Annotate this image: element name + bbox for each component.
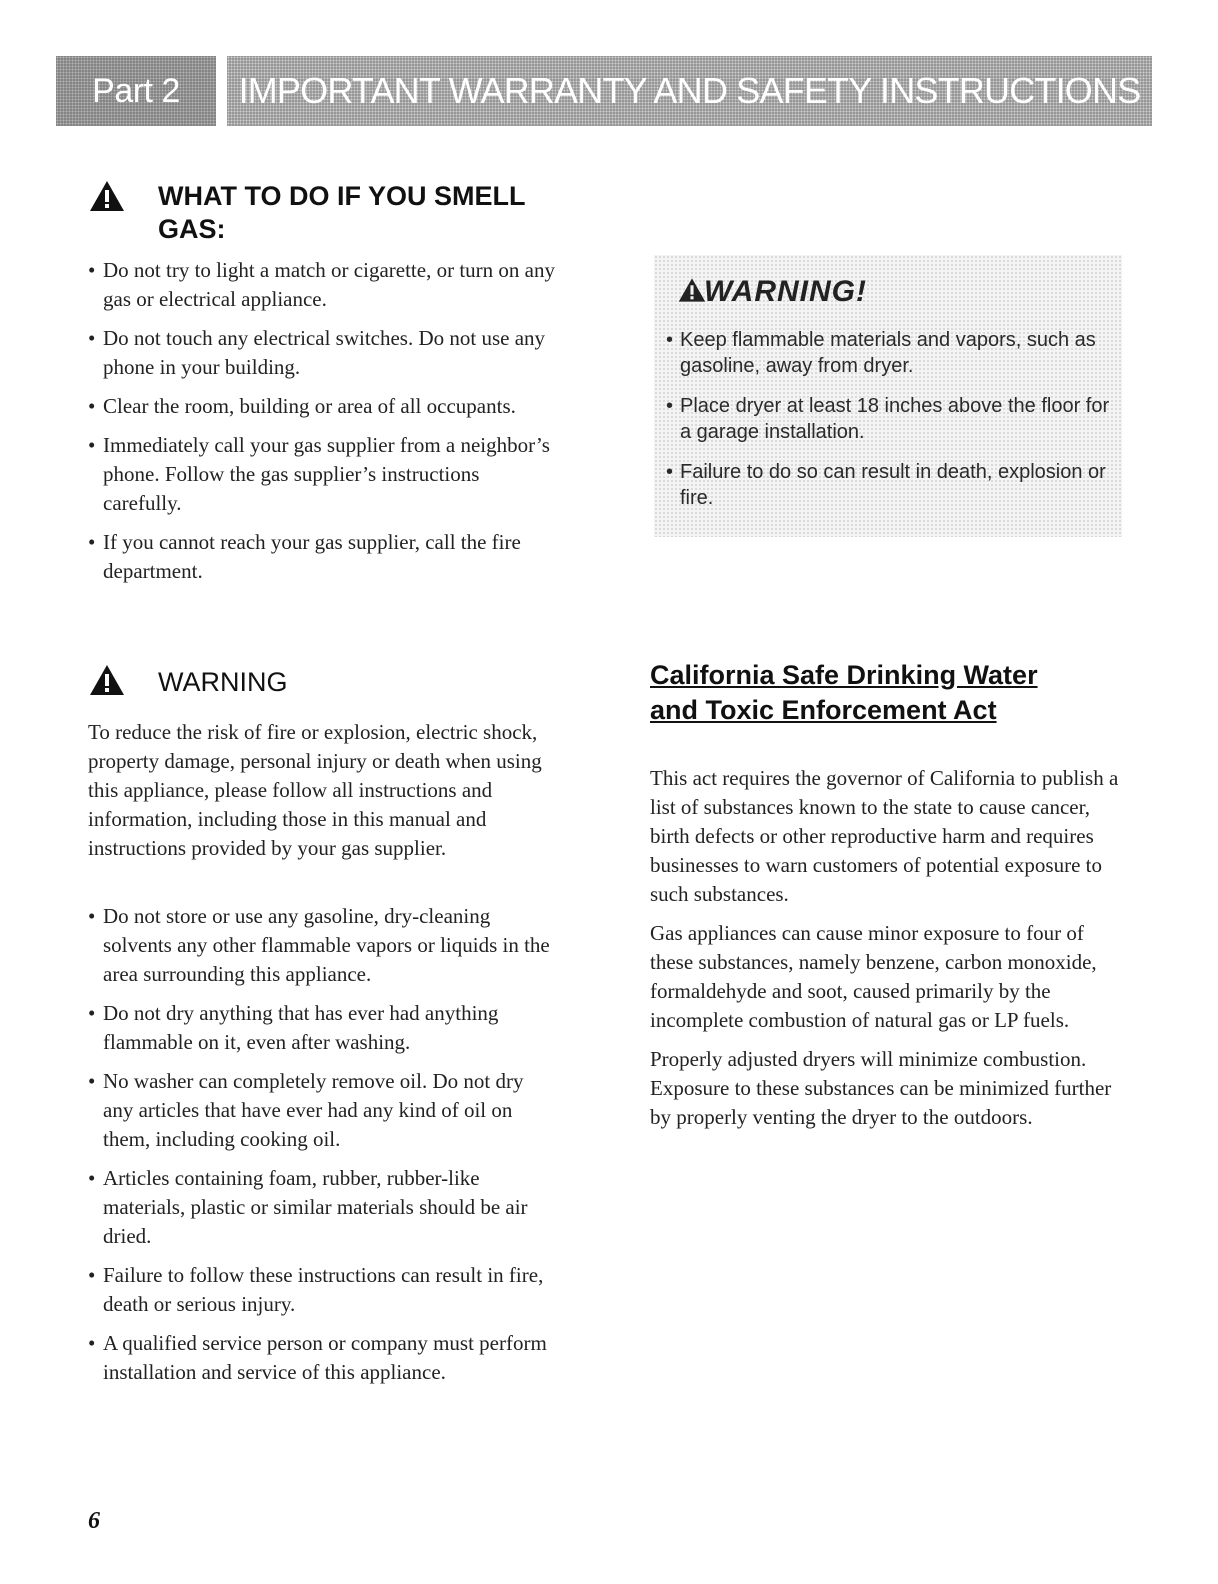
list-item: • No washer can completely remove oil. Do not dry any articles that have ever had any kind of oil on them, including cooking oil. <box>88 1067 558 1154</box>
list-item: • Articles containing foam, rubber, rubber-like materials, plastic or similar materials should be air dried. <box>88 1164 558 1251</box>
california-body <box>650 764 1120 1142</box>
list-item: • Keep flammable materials and vapors, such as gasoline, away from dryer. <box>666 327 1116 379</box>
california-paragraph: Gas appliances can cause minor exposure to four of these substances, namely benzene, carbon monoxide, formaldehyde and soot, caused primarily by the incomplete combustion of natural gas or LP fuels. <box>650 921 1097 1032</box>
list-item: • A qualified service person or company must perform installation and service of this appliance. <box>88 1329 558 1387</box>
list-item: • Immediately call your gas supplier from a neighbor’s phone. Follow the gas supplier’s instructions carefully. <box>88 431 558 518</box>
list-item: • Failure to do so can result in death, explosion or fire. <box>666 459 1116 511</box>
list-item: • Failure to follow these instructions can result in fire, death or serious injury. <box>88 1261 558 1319</box>
california-title-line1: California Safe Drinking Water <box>650 660 1038 690</box>
list-item: • Clear the room, building or area of all occupants. <box>88 392 558 421</box>
gas-title-line1: WHAT TO DO IF YOU SMELL <box>158 181 526 211</box>
warning-box-list <box>666 327 1116 525</box>
list-item: • Do not touch any electrical switches. Do not use any phone in your building. <box>88 324 558 382</box>
warning-box-title: WARNING! <box>704 275 867 308</box>
warning-triangle-icon <box>678 277 706 303</box>
gas-title-line2: GAS: <box>158 214 226 244</box>
warning-triangle-icon <box>89 180 125 212</box>
page-number: 6 <box>88 1508 100 1534</box>
california-paragraph: Properly adjusted dryers will minimize combustion. Exposure to these substances can be minimized further by properly venting the dryer to the outdoors. <box>650 1047 1112 1129</box>
gas-section-title <box>158 180 526 246</box>
part-label: Part 2 <box>92 71 180 110</box>
warning-section-title: WARNING <box>158 667 288 697</box>
list-item: • If you cannot reach your gas supplier, call the fire department. <box>88 528 558 586</box>
warning-intro: To reduce the risk of fire or explosion, electric shock, property damage, personal injury or death when using this appliance, please follow all instructions and information, including those in this manual and instructions provided by your gas supplier. <box>88 720 542 860</box>
warning-triangle-icon <box>89 664 125 696</box>
list-item: • Do not try to light a match or cigarette, or turn on any gas or electrical appliance. <box>88 256 558 314</box>
section-header-banner <box>227 56 1152 126</box>
page-title: IMPORTANT WARRANTY AND SAFETY INSTRUCTIONS <box>238 70 1141 111</box>
warning-list <box>88 902 558 1397</box>
gas-instructions-list <box>88 256 558 596</box>
list-item: • Do not dry anything that has ever had anything flammable on it, even after washing. <box>88 999 558 1057</box>
california-section-title <box>650 658 1038 728</box>
california-title-line2: and Toxic Enforcement Act <box>650 695 997 725</box>
list-item: • Do not store or use any gasoline, dry-cleaning solvents any other flammable vapors or liquids in the area surrounding this appliance. <box>88 902 558 989</box>
part-label-banner <box>56 56 216 126</box>
warning-box <box>654 255 1122 537</box>
list-item: • Place dryer at least 18 inches above the floor for a garage installation. <box>666 393 1116 445</box>
california-paragraph: This act requires the governor of California to publish a list of substances known to the state to cause cancer, birth defects or other reproductive harm and requires businesses to warn customers of potential exposure to such substances. <box>650 766 1119 906</box>
